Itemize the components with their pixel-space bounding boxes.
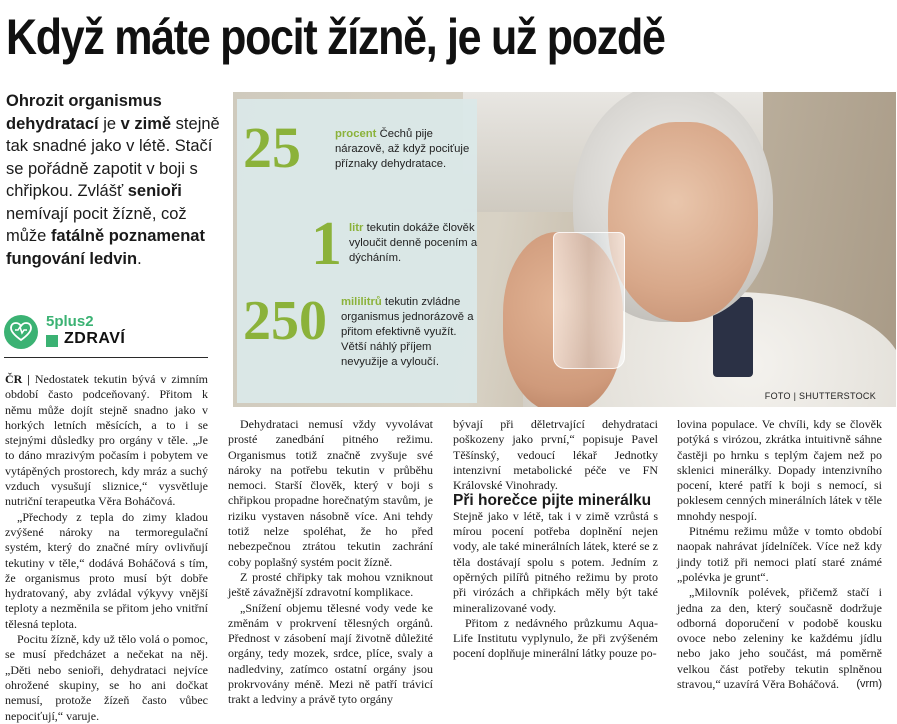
lede-bold-3: senioři xyxy=(127,182,182,200)
paragraph: Dehydrataci nemusí vždy vyvolávat prosté zanedbání pitného režimu. Organismus totiž značně zvyšuje své nároky na potřebu tekutin v průběhu nemoci. Starší člověk, který v boji s chřipkou propadne horečnatým stavům, je riziku vystaven násobně více. Ani tehdy totiž nelze spoléhat, že ho před nebezpečnou ztrátou tekutin zachrání coby poplašný systém pocit žízně. xyxy=(228,417,433,569)
fact-number: 1 xyxy=(311,210,342,278)
brand-text: 5plus xyxy=(46,313,86,330)
section-tag xyxy=(4,313,208,358)
paragraph: Přitom z nedávného průzkumu Aqua-Life Institutu vyplynulo, že při zvýšeném pocení doplňuje minerální látky pouze po- xyxy=(453,615,658,661)
section-name: ZDRAVÍ xyxy=(64,330,126,347)
fact-text xyxy=(341,295,477,370)
fact-text xyxy=(349,221,479,266)
lede-bold-4: fatálně poznamenat fungování ledvin xyxy=(6,227,205,268)
subheading: Při horečce pijte minerálku xyxy=(453,492,652,510)
fact-desc: Čechů pije nárazově, až když pociťuje příznaky dehydratace. xyxy=(335,128,470,170)
brand-logo xyxy=(46,313,94,330)
fact-desc: tekutin zvládne organismus jednorázově a přitom efektivně využít. Větší náhlý příjem nevyužije a vyloučí. xyxy=(341,296,474,368)
fact-unit: litr xyxy=(349,222,364,234)
paragraph: bývají při děletrvající dehydrataci poškozeny jako první,“ popisuje Pavel Těšínský, vedoucí lékař Jednotky intenzivní metabolické péče ve FN Královské Vinohrady. xyxy=(453,417,658,493)
lede-text-1: je xyxy=(98,114,121,133)
photo-glass xyxy=(553,232,625,369)
lede-text-3: nemívají pocit žízně, což může xyxy=(6,204,187,245)
dateline: ČR | xyxy=(5,372,35,386)
lede-text-2: stejně tak snadné jako v létě. Stačí se pořádně zapotit v boji s chřipkou. Zvlášť xyxy=(6,114,220,200)
paragraph: Pocitu žízně, kdy už tělo volá o pomoc, se musí předcházet a nečekat na něj. „Děti nebo senioři, dehydrataci nejvíce ohrožené skupiny, se ho ani dočkat nemusí, protože žízeň často vůbec nepociťují,“ varuje. xyxy=(5,632,208,723)
fact-box xyxy=(237,99,477,403)
paragraph: Z prosté chřipky tak mohou vzniknout ještě závažnější zdravotní komplikace. xyxy=(228,569,433,600)
paragraph: Pitnému režimu může v tomto období naopak nahrávat jídelníček. Více než kdy jindy totiž při nemoci platí staré známé „polévka je grunt“. xyxy=(677,524,882,584)
headline: Když máte pocit žízně, je už pozdě xyxy=(6,9,665,65)
photo-face xyxy=(608,122,758,322)
author-signature: (vrm) xyxy=(856,678,882,691)
heart-stethoscope-icon xyxy=(4,315,38,349)
lede-text-4: . xyxy=(137,249,142,268)
paragraph-text: Nedostatek tekutin bývá v zimním období často podceňovaný. Přitom k němu může dojít stejně snadno jako v horkých letních měsících, a to i se stejnými důsledky pro orgány v těle. „Je to dáno mrazivým počasím i pobytem ve vytápěných prostorech, kdy mráz a suchý vzduch vysušují sliznice,“ vysvětluje nutriční terapeutka Věra Boháčová. xyxy=(5,372,208,509)
fact-unit: procent xyxy=(335,128,377,140)
paragraph: lovina populace. Ve chvíli, kdy se člověk potýká s virózou, zkrátka intuitivně sáhne častěji po hrnku s teplým čajem než po sklenici minerálky. Dopady intenzivního pocení, které patří k boji s nemocí, si poklesem cenných minerálních látek v těle mnohdy nespojí. xyxy=(677,417,882,523)
photo-credit: FOTO | SHUTTERSTOCK xyxy=(764,391,876,401)
fact-number: 250 xyxy=(243,290,327,352)
paragraph-text: „Milovník polévek, přičemž stačí i jedna za den, který současně dodržuje odborná doporučení v podobě kousku ovoce nebo zeleniny ke každému jídlu nebo jako jeho součást, má poměrně velkou část potřeby tekutin splněnou stravou,“ uzavírá Věra Boháčová. xyxy=(677,585,882,692)
lede-bold-1: Ohrozit organismus dehydratací xyxy=(6,92,162,133)
paragraph: Stejně jako v létě, tak i v zimě vzrůstá s mírou pocení potřeba doplnění nejen vody, ale také minerálních látek, které se z těla dostávají spolu s potem. Jedním z opěrných pilířů pitného režimu by proto při virózách a chřipkách měly být také mineralizované vody. xyxy=(453,508,658,615)
article-column-3 xyxy=(453,417,658,662)
article-column-2 xyxy=(228,417,433,708)
paragraph xyxy=(5,372,208,510)
fact-text xyxy=(335,127,475,172)
lede xyxy=(6,90,228,270)
lede-bold-2: v zimě xyxy=(120,114,172,133)
fact-number: 25 xyxy=(243,115,301,180)
fact-unit: mililitrů xyxy=(341,296,382,308)
section-square xyxy=(46,335,58,347)
article-column-4 xyxy=(677,417,882,692)
paragraph xyxy=(677,585,882,692)
paragraph: „Přechody z tepla do zimy kladou zvýšené nároky na termoregulační systém, který do značné míry ovlivňují tekutiny v těle,“ dodává Boháčová s tím, že organismus proto musí být dobře hydratovaný, aby zvládal výkyvy vnější teploty a nezměnila se přitom jeho vnitřní tělesná teplota. xyxy=(5,509,208,631)
brand-number: 2 xyxy=(85,313,94,330)
article-column-1 xyxy=(5,372,208,724)
paragraph: „Snížení objemu tělesné vody vede ke změnám v prokrvení tělesných orgánů. Přednost v zásobení mají životně důležité orgány, tedy mozek, srdce, plíce, svaly a nadledviny, zatímco ostatní orgány jsou prokrvovány méně. Mezi ně patří trávicí trakt a ledviny a právě tyto orgány xyxy=(228,600,433,707)
fact-desc: tekutin dokáže člověk vyloučit denně pocením a dýcháním. xyxy=(349,222,478,264)
